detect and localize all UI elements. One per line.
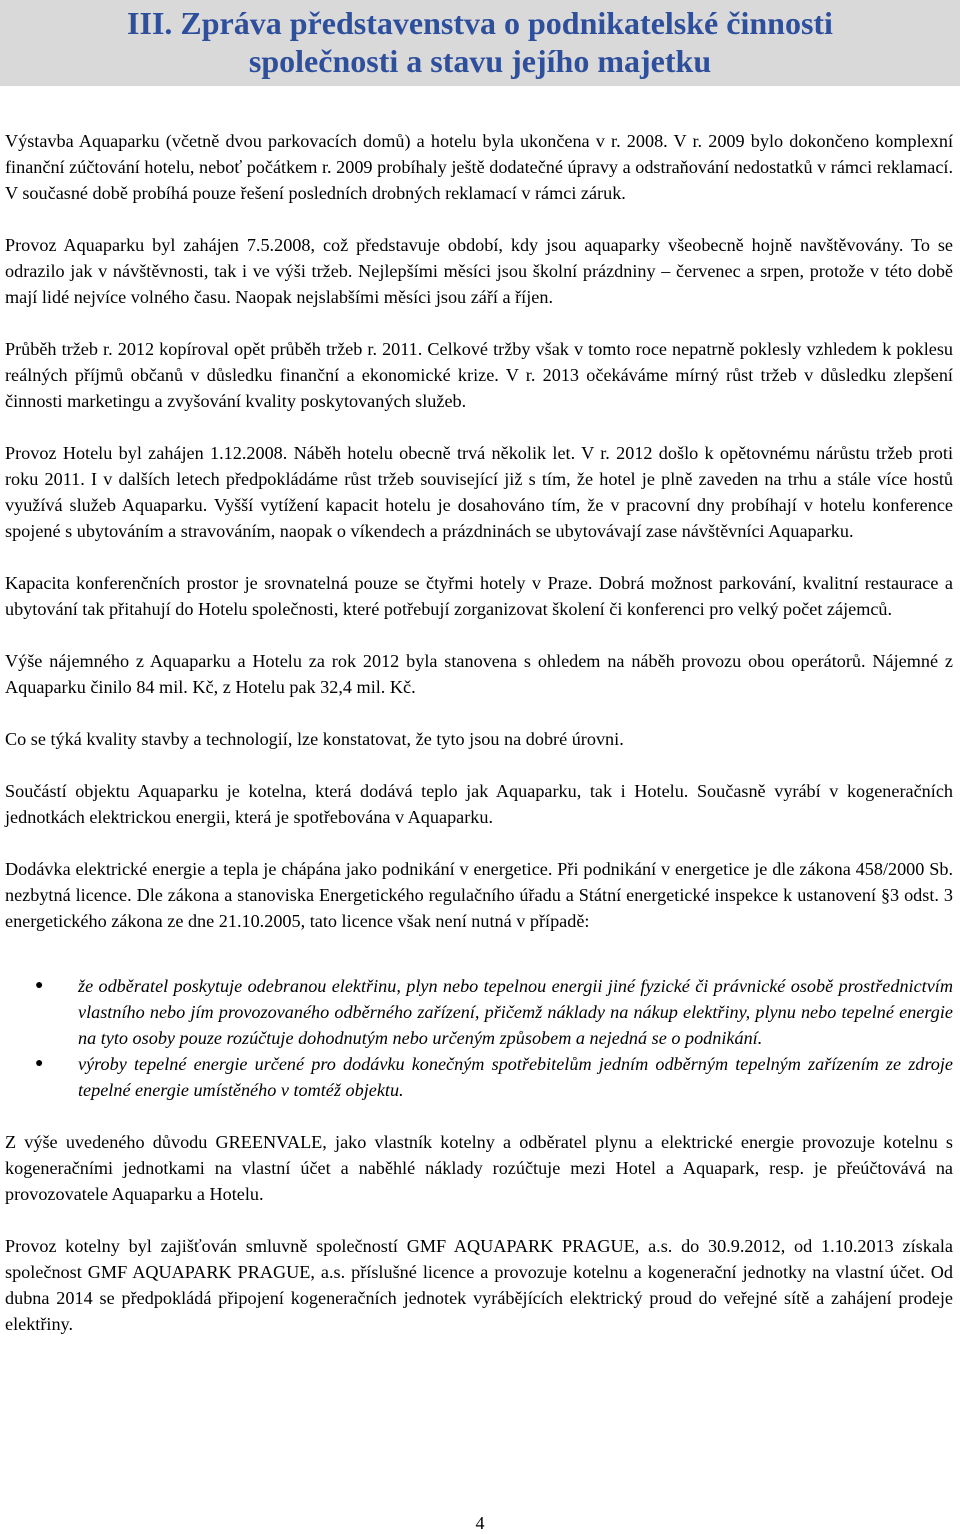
list-item-text: výroby tepelné energie určené pro dodávku konečným spotřebitelům jedním odběrným tepelným zařízením ze zdroje tepelné energie umístěného v tomtéž objektu. — [78, 1054, 953, 1100]
paragraph-boiler-operator: Provoz kotelny byl zajišťován smluvně společností GMF AQUAPARK PRAGUE, a.s. do 30.9.2012, od 1.10.2013 získala společnost GMF AQUAPARK PRAGUE, a.s. příslušné licence a provozuje kotelnu a kogenerační jednotky na vlastní účet. Od dubna 2014 se předpokládá připojení kogeneračních jednotek vyrábějících elektrický proud do veřejné sítě a zahájení prodeje elektřiny. — [5, 1236, 953, 1334]
bullet-icon: ● — [35, 1056, 44, 1071]
list-item — [5, 973, 953, 1051]
section-title-line-1: III. Zpráva představenstva o podnikatelské činnosti — [127, 5, 833, 41]
document-body — [5, 128, 953, 1337]
list-item-text: že odběratel poskytuje odebranou elektřinu, plyn nebo tepelnou energii jiné fyzické či právnické osobě prostřednictvím vlastního nebo jím provozovaného odběrného zařízení, přičemž náklady na nákup elektřiny, plynu nebo tepelné energie na tyto osoby pouze rozúčtuje dohodnutým nebo určeným způsobem a nejedná se o podnikání. — [78, 976, 953, 1048]
paragraph-construction-quality: Co se týká kvality stavby a technologií, lze konstatovat, že tyto jsou na dobré úrovni. — [5, 729, 624, 749]
paragraph-greenvale: Z výše uvedeného důvodu GREENVALE, jako vlastník kotelny a odběratel plynu a elektrické energie provozuje kotelnu s kogeneračními jednotkami na vlastní účet a naběhlé náklady rozúčtuje mezi Hotel a Aquapark, resp. je přeúčtovává na provozovatele Aquaparku a Hotelu. — [5, 1132, 953, 1204]
licence-exemption-list — [5, 973, 953, 1103]
paragraph-revenue-trend: Průběh tržeb r. 2012 kopíroval opět průběh tržeb r. 2011. Celkové tržby však v tomto roce nepatrně poklesly vzhledem k poklesu reálných příjmů občanů v důsledku finanční a ekonomické krize. V r. 2013 očekáváme mírný růst tržeb v důsledku zlepšení činnosti marketingu a zvyšování kvality poskytovaných služeb. — [5, 339, 953, 411]
section-title — [0, 4, 960, 80]
paragraph-rent: Výše nájemného z Aquaparku a Hotelu za rok 2012 byla stanovena s ohledem na náběh provozu obou operátorů. Nájemné z Aquaparku činilo 84 mil. Kč, z Hotelu pak 32,4 mil. Kč. — [5, 651, 953, 697]
bullet-icon: ● — [35, 978, 44, 993]
paragraph-boiler-room: Součástí objektu Aquaparku je kotelna, která dodává teplo jak Aquaparku, tak i Hotelu. Současně vyrábí v kogeneračních jednotkách elektrickou energii, která je spotřebována v Aquaparku. — [5, 781, 953, 827]
paragraph-construction: Výstavba Aquaparku (včetně dvou parkovacích domů) a hotelu byla ukončena v r. 2008. V r. 2009 bylo dokončeno komplexní finanční zúčtování hotelu, neboť počátkem r. 2009 probíhaly ještě dodatečné úpravy a odstraňování nedostatků v rámci reklamací. V současné době probíhá pouze řešení posledních drobných reklamací v rámci záruk. — [5, 131, 953, 203]
paragraph-aquapark-operation: Provoz Aquaparku byl zahájen 7.5.2008, což představuje období, kdy jsou aquaparky všeobecně hojně navštěvovány. To se odrazilo jak v návštěvnosti, tak i ve výši tržeb. Nejlepšími měsíci jsou školní prázdniny – červenec a srpen, protože v této době mají lidé nejvíce volného času. Naopak nejslabšími měsíci jsou září a říjen. — [5, 235, 953, 307]
paragraph-energy-licence: Dodávka elektrické energie a tepla je chápána jako podnikání v energetice. Při podnikání v energetice je dle zákona 458/2000 Sb. nezbytná licence. Dle zákona a stanoviska Energetického regulačního úřadu a Státní energetické inspekce k ustanovení §3 odst. 3 energetického zákona ze dne 21.10.2005, tato licence však není nutná v případě: — [5, 859, 953, 931]
list-item — [5, 1051, 953, 1103]
section-title-line-2: společnosti a stavu jejího majetku — [248, 43, 712, 79]
paragraph-hotel-operation: Provoz Hotelu byl zahájen 1.12.2008. Náběh hotelu obecně trvá několik let. V r. 2012 došlo k opětovnému nárůstu tržeb proti roku 2011. I v dalších letech předpokládáme růst tržeb související již s tím, že hotel je plně zaveden na trhu a stále více hostů využívá služeb Aquaparku. Vyšší vytížení kapacit hotelu je dosahováno tím, že v pracovní dny probíhají v hotelu konference spojené s ubytováním a stravováním, naopak o víkendech a prázdninách se ubytovávají zase návštěvníci Aquaparku. — [5, 443, 953, 541]
page-number: 4 — [475, 1513, 485, 1533]
paragraph-conference-capacity: Kapacita konferenčních prostor je srovnatelná pouze se čtyřmi hotely v Praze. Dobrá možnost parkování, kvalitní restaurace a ubytování tak přitahují do Hotelu společnosti, které potřebují zorganizovat školení či konferenci pro velký počet zájemců. — [5, 573, 953, 619]
